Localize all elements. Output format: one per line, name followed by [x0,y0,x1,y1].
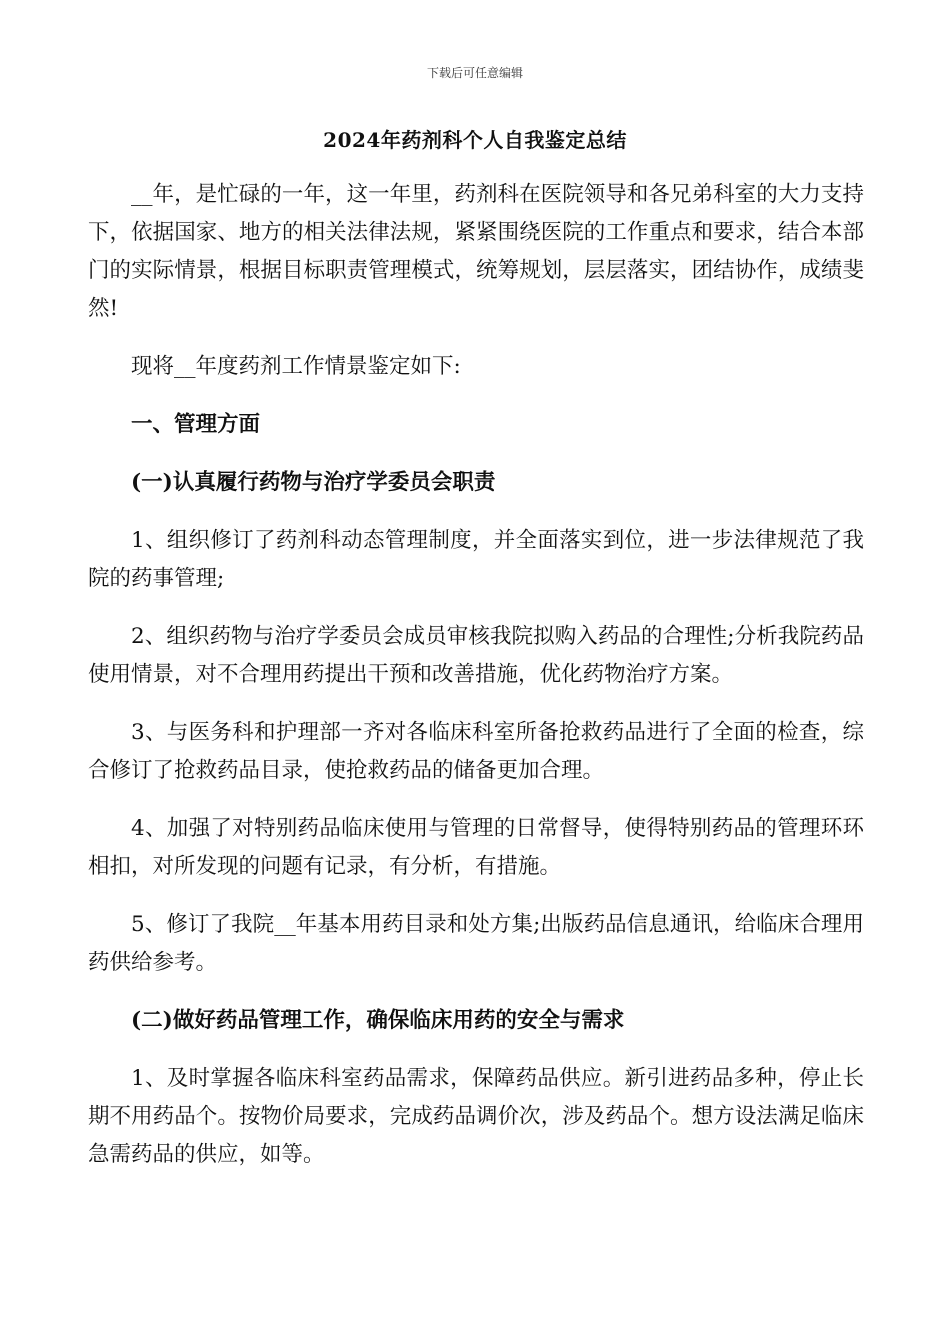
document-title: 2024年药剂科个人自我鉴定总结 [323,128,627,152]
list-item: 4、加强了对特别药品临床使用与管理的日常督导，使得特别药品的管理环环相扣，对所发现的问题有记录，有分析，有措施。 [88,816,864,879]
list-item: 3、与医务科和护理部一齐对各临床科室所备抢救药品进行了全面的检查，综合修订了抢救药品目录，使抢救药品的储备更加合理。 [88,720,864,783]
subsection-heading-drug-management: (二)做好药品管理工作，确保临床用药的安全与需求 [131,1008,625,1033]
section-heading-management: 一、管理方面 [131,412,261,437]
list-item: 1、及时掌握各临床科室药品需求，保障药品供应。新引进药品多种，停止长期不用药品个。按物价局要求，完成药品调价次，涉及药品个。想方设法满足临床急需药品的供应，如等。 [88,1066,864,1167]
subsection-heading-committee: (一)认真履行药物与治疗学委员会职责 [131,470,496,495]
header-note: 下载后可任意编辑 [426,66,523,80]
list-item: 1、组织修订了药剂科动态管理制度，并全面落实到位，进一步法律规范了我院的药事管理; [88,528,864,591]
list-item: 5、修订了我院__年基本用药目录和处方集;出版药品信息通讯，给临床合理用药供给参考。 [88,912,864,975]
list-item: 2、组织药物与治疗学委员会成员审核我院拟购入药品的合理性;分析我院药品使用情景，对不合理用药提出干预和改善措施，优化药物治疗方案。 [88,624,864,687]
body-text [88,176,864,1174]
intro-paragraph: __年，是忙碌的一年，这一年里，药剂科在医院领导和各兄弟科室的大力支持下，依据国家、地方的相关法律法规，紧紧围绕医院的工作重点和要求，结合本部门的实际情景，根据目标职责管理模式，统筹规划，层层落实，团结协作，成绩斐然! [88,182,864,321]
lead-paragraph: 现将__年度药剂工作情景鉴定如下: [131,354,461,379]
